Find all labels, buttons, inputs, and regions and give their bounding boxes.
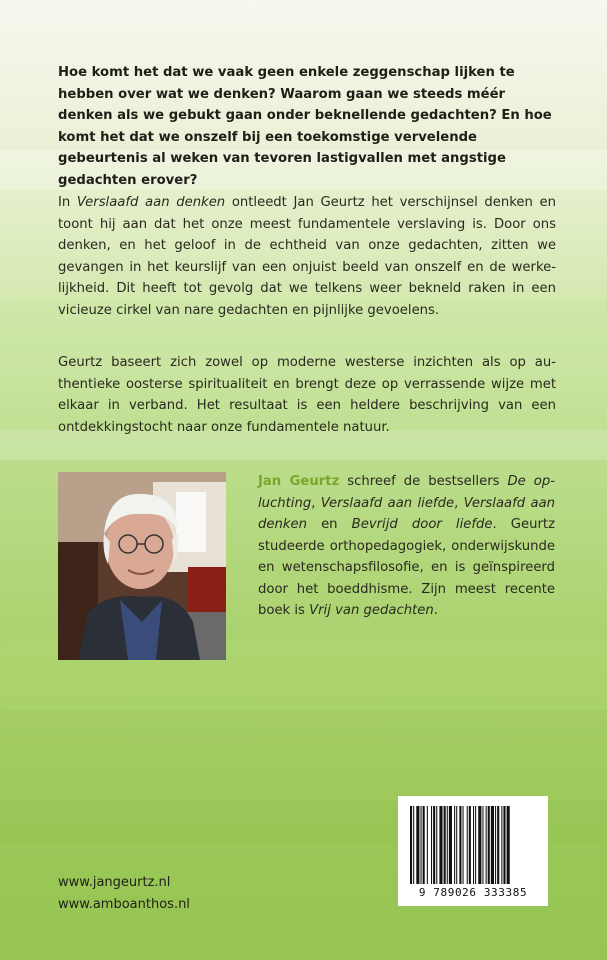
isbn-number: 9 789026 333385 [418, 886, 528, 899]
barcode-bar [439, 806, 442, 884]
bio-text: , [454, 495, 464, 511]
barcode-bar [488, 806, 490, 884]
bio-text: . [433, 603, 438, 618]
barcode-bar [427, 806, 428, 884]
barcode-bar [421, 806, 422, 884]
barcode-bar [497, 806, 499, 884]
barcode-bar [454, 806, 455, 884]
barcode-bar [503, 806, 505, 884]
book-title: Verslaafd aan liefde [320, 495, 455, 511]
website-link-author[interactable]: www.jangeurtz.nl [58, 875, 171, 890]
barcode-bar [475, 806, 476, 884]
barcode-bar [486, 806, 487, 884]
book-title: Bevrijd door liefde [351, 517, 493, 532]
barcode-bar [473, 806, 474, 884]
barcode-bar [444, 806, 446, 884]
barcode-bar [413, 806, 414, 884]
bio-text: schreef de bestsellers [339, 474, 508, 489]
barcode-bar [410, 806, 412, 884]
barcode-bar [482, 806, 483, 884]
barcode-bar [433, 806, 435, 884]
bio-text: en [306, 517, 352, 532]
barcode-bar [423, 806, 425, 884]
website-links [58, 872, 190, 916]
intro-paragraph: Hoe komt het dat we vaak geen enkele zeggenschap lijken te hebben over wat we denken? Waarom gaan we steeds méér denken als we gebukt gaan onder beknellende gedachten? En hoe komt het dat we onszelf bij een toekomstige vervelende gebeurtenis al weken van tevoren lastigvallen met angstige gedachten erover? [58, 65, 552, 188]
book-title: Verslaafd aan denken [76, 195, 226, 210]
barcode [398, 796, 548, 906]
author-bio [258, 471, 555, 622]
description-paragraph-2: Geurtz baseert zich zowel op moderne westerse inzichten als op authentieke oosterse spiritualiteit en brengt deze op verrassende wijze met elkaar in verband. Het resultaat is een heldere beschrijving van een ontdekkingstocht naar onze fundamentele natuur. [58, 355, 556, 435]
barcode-bar [436, 806, 437, 884]
bio-text: , [311, 495, 321, 511]
p1-rest: ontleedt Jan Geurtz het verschijnsel denken en toont hij aan dat het onze meest fundamentele verslaving is. Door ons denken, en het geloof in de echtheid van onze gedachten, zitten we gevangen in het keurslijf van een onjuist beeld van onszelf en de werkelijkheid. Dit heeft tot gevolg dat we telkens weer bekneld raken in een vicieuze cirkel van nare gedachten en pijnlijke gevoelens. [58, 195, 556, 318]
barcode-bar [449, 806, 452, 884]
book-title: Vrij van gedachten [309, 603, 434, 618]
barcode-bar [478, 806, 481, 884]
barcode-bar [463, 806, 464, 884]
barcode-bar [491, 806, 494, 884]
barcode-bars [410, 806, 536, 884]
p1-lead: In [58, 195, 77, 210]
barcode-bar [447, 806, 448, 884]
barcode-bar [456, 806, 457, 884]
barcode-bar [431, 806, 432, 884]
book-title: De opluchting [258, 474, 555, 511]
barcode-bar [495, 806, 496, 884]
barcode-bar [416, 806, 419, 884]
barcode-bar [501, 806, 502, 884]
bio-text: . Geurtz studeerde orthopedagogiek, onderwijskunde en wetenschapsfilosofie, en is geïnspireerd door het boeddhisme. Zijn meest recente boek is [258, 517, 556, 618]
author-name: Jan Geurtz [258, 474, 340, 489]
author-photo [58, 472, 226, 660]
barcode-bar [467, 806, 468, 884]
description-paragraph-1 [58, 192, 556, 321]
barcode-bar [459, 806, 461, 884]
website-link-publisher[interactable]: www.amboanthos.nl [58, 897, 190, 912]
barcode-bar [469, 806, 471, 884]
barcode-bar [507, 806, 510, 884]
book-title: Verslaafd aan denken [258, 495, 556, 532]
